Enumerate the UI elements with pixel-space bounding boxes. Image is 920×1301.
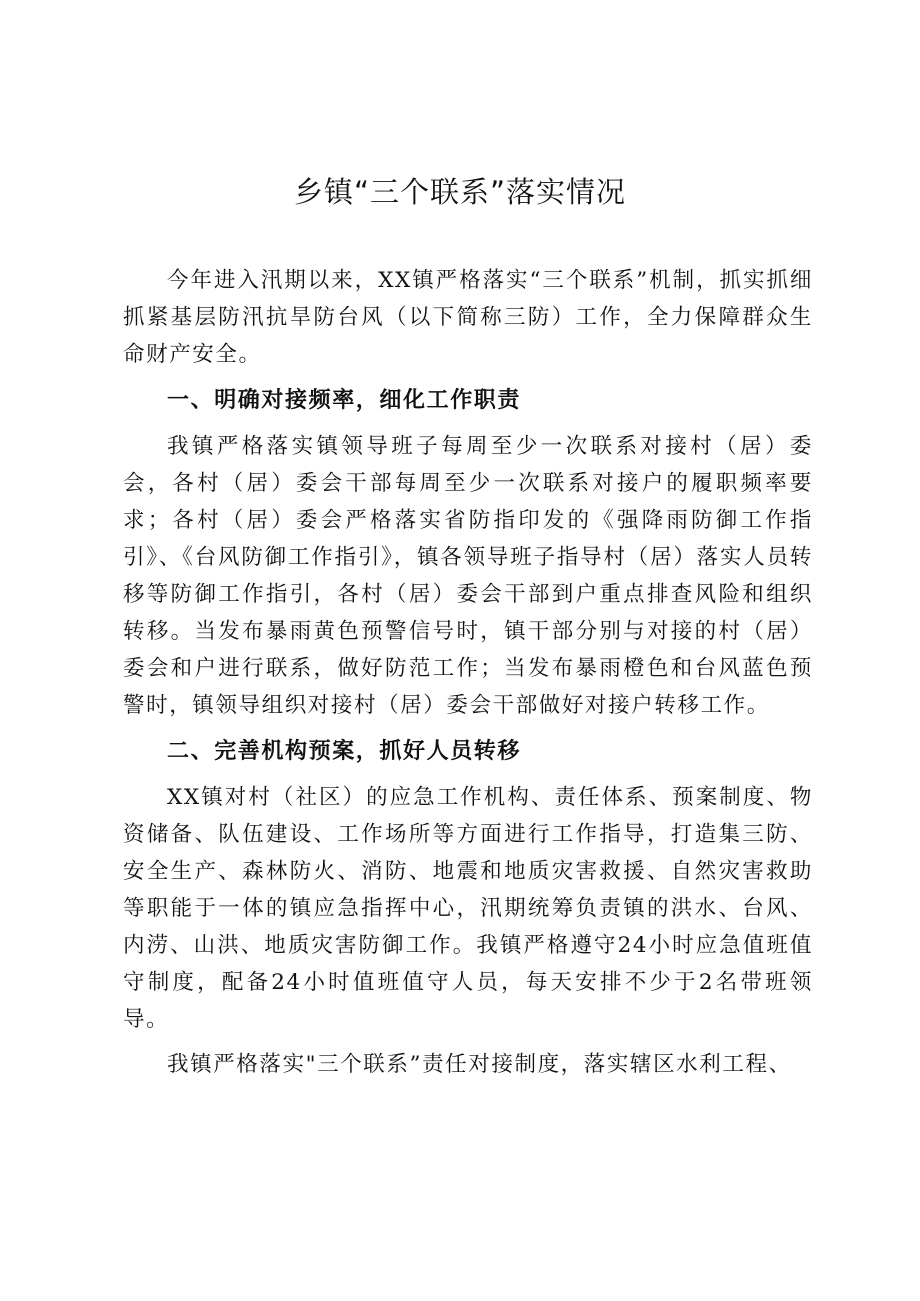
section-heading-2: 二、完善机构预案，抓好人员转移 bbox=[167, 739, 522, 764]
intro-paragraph: 今年进入汛期以来，XX镇严格落实“三个联系”机制，抓实抓细抓紧基层防汛抗旱防台风（以下简称三防）工作，全力保障群众生命财产安全。 bbox=[123, 268, 813, 367]
section-heading-1: 一、明确对接频率，细化工作职责 bbox=[167, 388, 522, 413]
section-1-paragraph: 我镇严格落实镇领导班子每周至少一次联系对接村（居）委会，各村（居）委会干部每周至少一次联系对接户的履职频率要求；各村（居）委会严格落实省防指印发的《强降雨防御工作指引》、《台风防御工作指引》，镇各领导班子指导村（居）落实人员转移等防御工作指引，各村（居）委会干部到户重点排查风险和组织转移。当发布暴雨黄色预警信号时，镇干部分别与对接的村（居）委会和户进行联系，做好防范工作；当发布暴雨橙色和台风蓝色预警时，镇领导组织对接村（居）委会干部做好对接户转移工作。 bbox=[123, 434, 813, 718]
document-title: 乡镇“三个联系”落实情况 bbox=[293, 175, 627, 209]
section-2-paragraph-2: 我镇严格落实"三个联系”责任对接制度，落实辖区水利工程、 bbox=[167, 1052, 792, 1077]
document-body bbox=[123, 262, 813, 1083]
section-2-paragraph-1: XX镇对村（社区）的应急工作机构、责任体系、预案制度、物资储备、队伍建设、工作场所等方面进行工作指导，打造集三防、安全生产、森林防火、消防、地震和地质灾害救援、自然灾害救助等职能于一体的镇应急指挥中心，汛期统筹负责镇的洪水、台风、内涝、山洪、地质灾害防御工作。我镇严格遵守24小时应急值班值守制度，配备24小时值班值守人员，每天安排不少于2名带班领导。 bbox=[123, 785, 813, 1032]
